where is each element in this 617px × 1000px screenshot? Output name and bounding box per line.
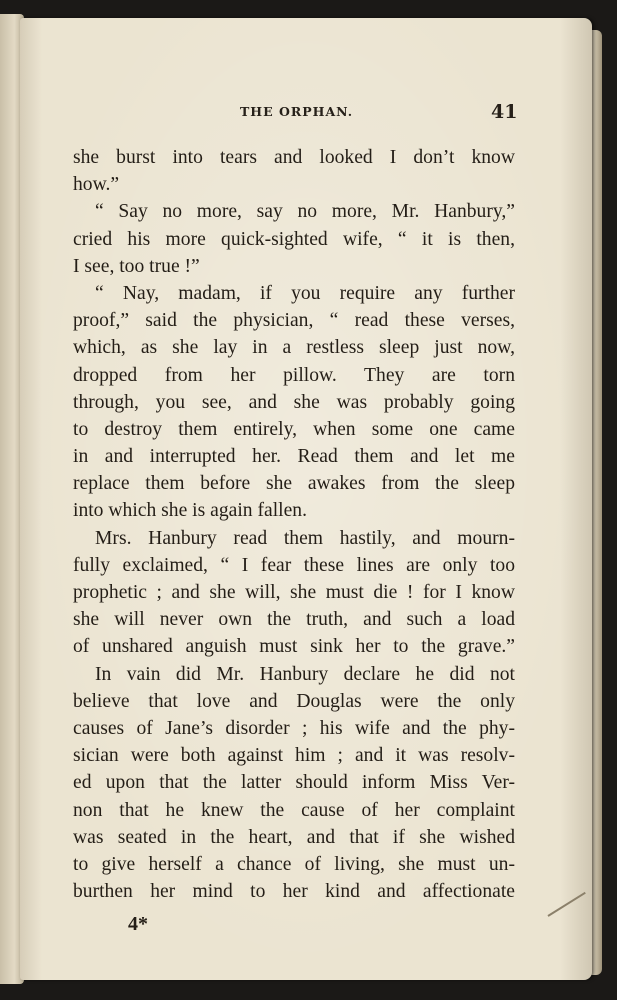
text-line: non that he knew the cause of her complaint xyxy=(73,799,515,821)
text-line: to destroy them entirely, when some one came xyxy=(73,418,515,440)
text-line: into which she is again fallen. xyxy=(73,500,307,522)
page-number: 41 xyxy=(491,101,518,123)
text-line: prophetic ; and she will, she must die ! for I know xyxy=(73,582,515,603)
text-line: to give herself a chance of living, she must un- xyxy=(73,853,515,875)
text-line: she burst into tears and looked I don’t know xyxy=(73,147,515,168)
text-line: dropped from her pillow. They are torn xyxy=(73,364,515,386)
text-line: was seated in the heart, and that if she wished xyxy=(73,826,515,848)
text-line: through, you see, and she was probably going xyxy=(73,391,515,413)
text-line: replace them before she awakes from the sleep xyxy=(73,473,515,495)
text-line: how.” xyxy=(73,174,120,196)
text-line: believe that love and Douglas were the only xyxy=(73,690,515,712)
text-line: cried his more quick-sighted wife, “ it is then, xyxy=(73,228,515,250)
text-line: In vain did Mr. Hanbury declare he did not xyxy=(95,663,515,685)
text-line: causes of Jane’s disorder ; his wife and the phy- xyxy=(73,717,515,739)
text-line: “ Say no more, say no more, Mr. Hanbury,” xyxy=(95,201,515,223)
text-line: Mrs. Hanbury read them hastily, and mourn- xyxy=(95,527,515,549)
text-line: sician were both against him ; and it was resolv- xyxy=(73,745,515,767)
running-title: THE ORPHAN. xyxy=(240,104,354,119)
text-line: ed upon that the latter should inform Miss Ver- xyxy=(73,772,515,794)
text-line: I see, too true !” xyxy=(73,255,200,277)
body-text xyxy=(73,144,515,905)
text-line: she will never own the truth, and such a load xyxy=(73,609,515,631)
text-line: burthen her mind to her kind and affectionate xyxy=(73,881,515,903)
text-line: fully exclaimed, “ I fear these lines are only too xyxy=(73,554,515,576)
signature-mark: 4* xyxy=(128,913,148,935)
text-line: “ Nay, madam, if you require any further xyxy=(95,282,515,304)
text-line: of unshared anguish must sink her to the grave.” xyxy=(73,636,515,658)
text-line: proof,” said the physician, “ read these verses, xyxy=(73,310,515,332)
text-line: in and interrupted her. Read them and let me xyxy=(73,446,515,468)
page-header xyxy=(20,101,592,126)
text-line: which, as she lay in a restless sleep just now, xyxy=(73,337,515,359)
